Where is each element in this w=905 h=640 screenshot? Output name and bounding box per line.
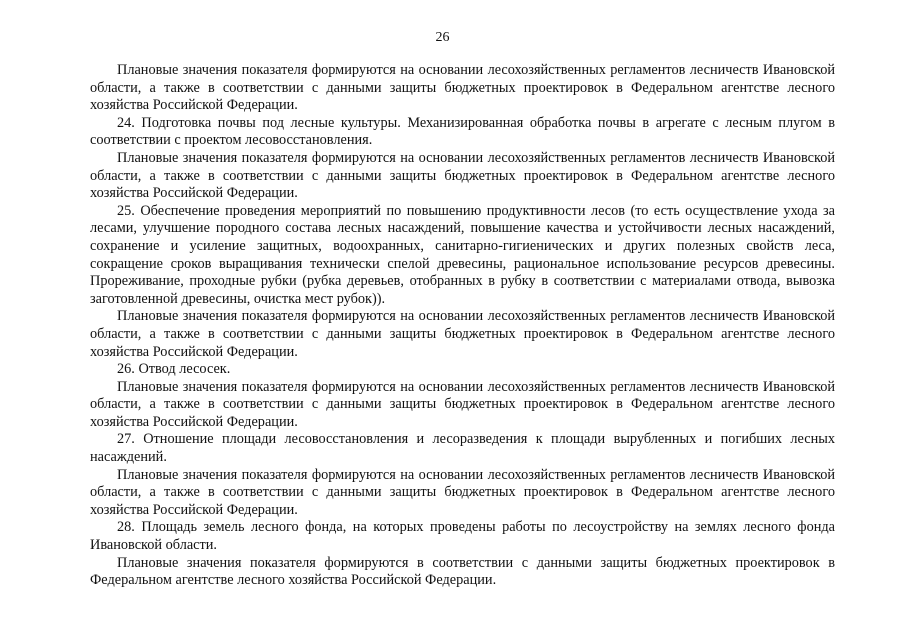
paragraph-planned-values-intro: Плановые значения показателя формируются на основании лесохозяйственных регламентов лесничеств Ивановской области, а также в соответствии с данными защиты бюджетных проектировок в Федеральном агентстве лесного хозяйства Российской Федерации.	[90, 62, 835, 114]
paragraph-planned-values-28: Плановые значения показателя формируются в соответствии с данными защиты бюджетных проектировок в Федеральном агентстве лесного хозяйства Российской Федерации.	[90, 554, 835, 589]
document-body	[90, 62, 835, 590]
paragraph-planned-values-27: Плановые значения показателя формируются на основании лесохозяйственных регламентов лесничеств Ивановской области, а также в соответствии с данными защиты бюджетных проектировок в Федеральном агентстве лесного хозяйства Российской Федерации.	[90, 466, 835, 518]
paragraph-item-27: 27. Отношение площади лесовосстановления и лесоразведения к площади вырубленных и погибших лесных насаждений.	[90, 431, 835, 466]
paragraph-item-25: 25. Обеспечение проведения мероприятий по повышению продуктивности лесов (то есть осуществление ухода за лесами, улучшение породного состава лесных насаждений, повышение качества и устойчивости лесных насаждений, сохранение и усиление защитных, водоохранных, санитарно-гигиенических и других полезных свойств леса, сокращение сроков выращивания технически спелой древесины, рациональное использование ресурсов древесины. Прореживание, проходные рубки (рубка деревьев, отобранных в рубку в соответствии с материалами отвода, вывозка заготовленной древесины, очистка мест рубок)).	[90, 202, 835, 307]
paragraph-item-24: 24. Подготовка почвы под лесные культуры. Механизированная обработка почвы в агрегате с лесным плугом в соответствии с проектом лесовосстановления.	[90, 114, 835, 149]
paragraph-planned-values-24: Плановые значения показателя формируются на основании лесохозяйственных регламентов лесничеств Ивановской области, а также в соответствии с данными защиты бюджетных проектировок в Федеральном агентстве лесного хозяйства Российской Федерации.	[90, 149, 835, 202]
paragraph-item-26: 26. Отвод лесосек.	[117, 361, 231, 378]
paragraph-item-28: 28. Площадь земель лесного фонда, на которых проведены работы по лесоустройству на землях лесного фонда Ивановской области.	[90, 519, 835, 554]
page-number: 26	[435, 30, 450, 45]
paragraph-planned-values-25: Плановые значения показателя формируются на основании лесохозяйственных регламентов лесничеств Ивановской области, а также в соответствии с данными защиты бюджетных проектировок в Федеральном агентстве лесного хозяйства Российской Федерации.	[90, 308, 835, 360]
paragraph-planned-values-26: Плановые значения показателя формируются на основании лесохозяйственных регламентов лесничеств Ивановской области, а также в соответствии с данными защиты бюджетных проектировок в Федеральном агентстве лесного хозяйства Российской Федерации.	[90, 378, 835, 430]
